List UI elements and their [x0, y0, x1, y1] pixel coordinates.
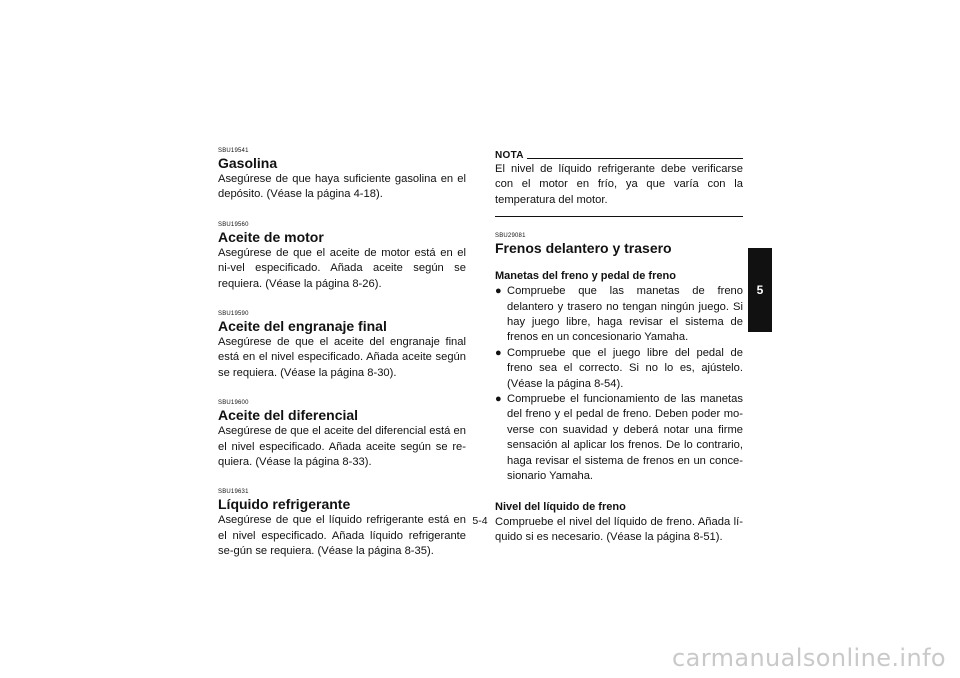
section-aceite-diferencial	[218, 400, 466, 470]
brakes-subtitle: Manetas del freno y pedal de freno	[495, 270, 676, 283]
right-column	[495, 150, 743, 545]
section-text: Asegúrese de que el aceite del diferencial está en el nivel especificado. Añada aceite según se re-quiera. (Véase la página 8-33).	[218, 425, 466, 469]
section-aceite-engranaje	[218, 311, 466, 381]
bullet-item	[495, 392, 743, 484]
section-code: SBU19631	[218, 489, 249, 496]
bullet-icon: ●	[495, 346, 502, 359]
section-frenos	[495, 233, 743, 545]
section-title: Líquido refrigerante	[218, 496, 351, 513]
section-text: Asegúrese de que haya suficiente gasolina en el depósito. (Véase la página 4-18).	[218, 173, 466, 201]
bullet-text: Compruebe que las manetas de freno delantero y trasero no tengan ningún juego. Si hay juego libre, haga revisar el sistema de frenos en un concesionario Yamaha.	[507, 285, 743, 344]
section-gasolina	[218, 148, 466, 203]
note-top-rule	[527, 158, 743, 159]
bullet-text: Compruebe el funcionamiento de las manetas del freno y el pedal de freno. Deben poder mo-verse con suavidad y deberá notar una firme sensación al aplicar los frenos. De lo contrario, haga revisar el sistema de frenos en un conce-sionario Yamaha.	[507, 393, 743, 483]
bullet-icon: ●	[495, 393, 502, 406]
note-text: El nivel de líquido refrigerante debe verificarse con el motor en frío, ya que varía con la temperatura del motor.	[495, 163, 743, 206]
spacer	[495, 485, 743, 500]
section-code: SBU19600	[218, 400, 249, 407]
chapter-tab: 5	[748, 248, 772, 332]
note-label: NOTA	[495, 150, 524, 161]
bullet-icon: ●	[495, 285, 502, 298]
bullet-item	[495, 284, 743, 346]
section-title: Frenos delantero y trasero	[495, 240, 672, 257]
page-number: 5-4	[472, 515, 488, 527]
section-title: Aceite de motor	[218, 228, 324, 245]
watermark: carmanualsonline.info	[672, 644, 946, 672]
section-code: SBU29081	[495, 233, 526, 240]
note-box	[495, 150, 743, 217]
section-liquido-refrigerante	[218, 489, 466, 559]
fluid-subtitle: Nivel del líquido de freno	[495, 500, 626, 513]
fluid-text: Compruebe el nivel del líquido de freno. Añada lí-quido si es necesario. (Véase la página 8-51).	[495, 515, 743, 543]
section-code: SBU19541	[218, 148, 249, 154]
section-title: Aceite del engranaje final	[218, 318, 387, 335]
section-text: Asegúrese de que el aceite de motor está en el ni-vel especificado. Añada aceite según se requiera. (Véase la página 8-26).	[218, 246, 466, 290]
section-title: Aceite del diferencial	[218, 407, 359, 424]
note-bottom-rule	[495, 216, 743, 217]
section-text: Asegúrese de que el aceite del engranaje final está en el nivel especificado. Añada aceite según se requiera. (Véase la página 8-30).	[218, 336, 466, 379]
section-title: Gasolina	[218, 155, 278, 171]
section-text: Asegúrese de que el líquido refrigerante está en el nivel especificado. Añada líquido refrigerante se-gún se requiera. (Véase la página 8-35).	[218, 514, 466, 558]
bullet-item	[495, 346, 743, 392]
left-column	[218, 148, 466, 579]
section-code: SBU19590	[218, 311, 249, 318]
note-header	[495, 150, 743, 161]
section-code: SBU19560	[218, 221, 249, 228]
section-aceite-motor	[218, 222, 466, 292]
spacer	[495, 257, 743, 269]
bullet-text: Compruebe que el juego libre del pedal de freno sea el correcto. Si no lo es, ajústelo. (Véase la página 8-54).	[507, 346, 743, 390]
